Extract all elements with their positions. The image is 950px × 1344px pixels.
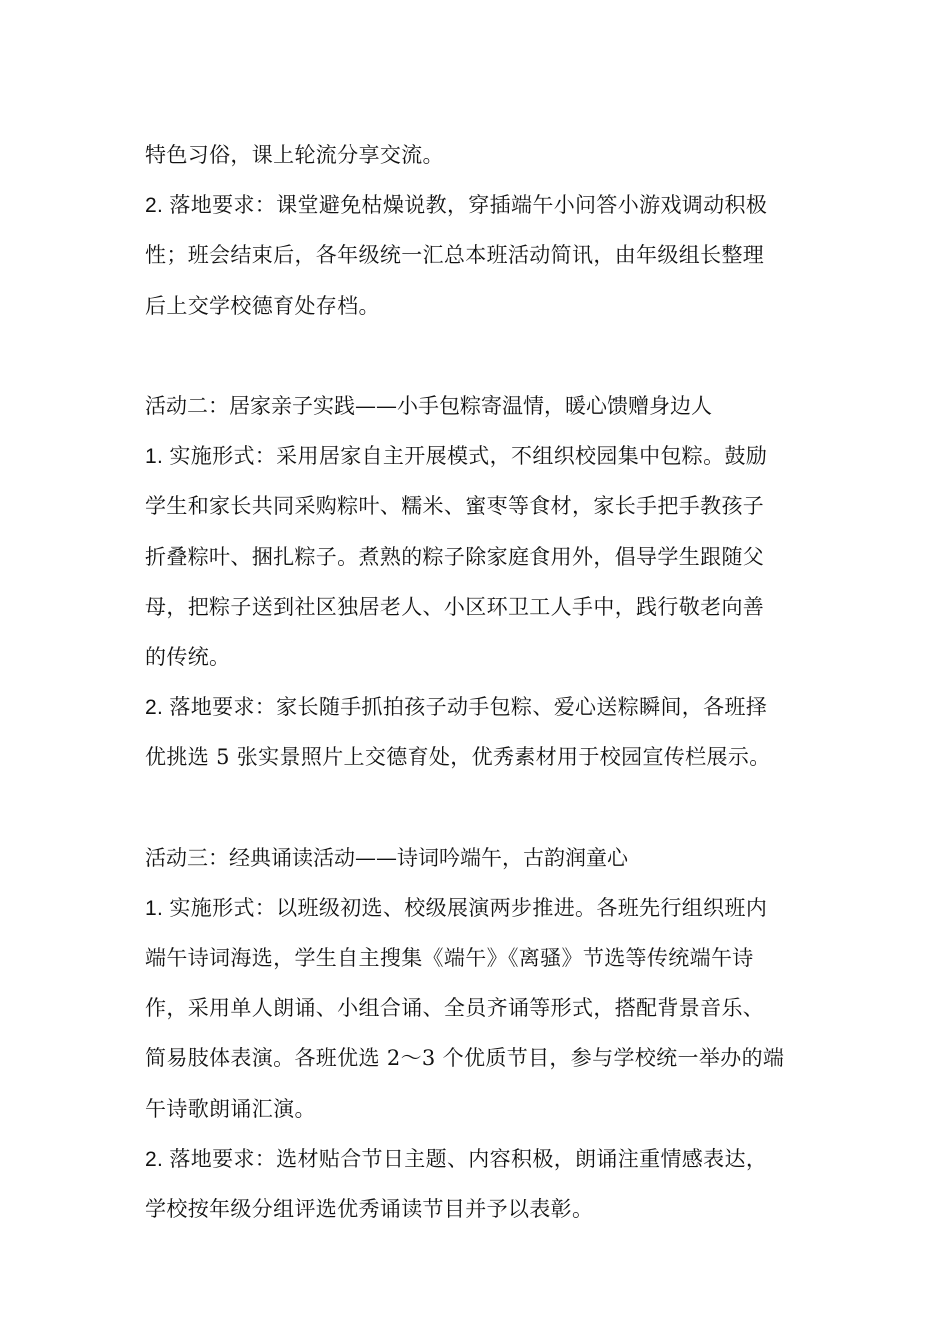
activity-3-heading: 活动三：经典诵读活动——诗词吟端午，古韵润童心 bbox=[145, 845, 628, 870]
requirements-paragraph-line bbox=[145, 180, 810, 230]
paragraph-line: 母，把粽子送到社区独居老人、小区环卫工人手中，践行敬老向善 bbox=[145, 594, 765, 619]
paragraph-line: 端午诗词海选，学生自主搜集《端午》《离骚》节选等传统端午诗 bbox=[145, 946, 754, 970]
paragraph-text: 实施形式：以班级初选、校级展演两步推进。各班先行组织班内 bbox=[169, 895, 768, 920]
paragraph-text: 实施形式：采用居家自主开展模式，不组织校园集中包粽。鼓励 bbox=[169, 444, 768, 469]
list-number: 2. bbox=[145, 1147, 170, 1171]
paragraph-line: 学校按年级分组评选优秀诵读节目并予以表彰。 bbox=[145, 1196, 594, 1221]
paragraph-text: 落地要求：家长随手抓拍孩子动手包粽、爱心送粽瞬间，各班择 bbox=[169, 695, 768, 720]
activity-2-heading: 活动二：居家亲子实践——小手包粽寄温情，暖心馈赠身边人 bbox=[145, 393, 712, 418]
list-number: 1. bbox=[145, 896, 170, 920]
paragraph-line: 作，采用单人朗诵、小组合诵、全员齐诵等形式，搭配背景音乐、 bbox=[145, 996, 765, 1021]
paragraph-text: 落地要求：选材贴合节日主题、内容积极，朗诵注重情感表达， bbox=[169, 1146, 768, 1171]
implementation-paragraph-line bbox=[145, 883, 810, 933]
paragraph-line: 后上交学校德育处存档。 bbox=[145, 293, 380, 318]
paragraph-line: 优挑选 5 张实景照片上交德育处，优秀素材用于校园宣传栏展示。 bbox=[145, 745, 771, 770]
requirements-paragraph-line bbox=[145, 1134, 810, 1184]
list-number: 2. bbox=[145, 696, 170, 720]
paragraph-line: 的传统。 bbox=[145, 644, 231, 669]
paragraph-line: 折叠粽叶、捆扎粽子。煮熟的粽子除家庭食用外，倡导学生跟随父 bbox=[145, 544, 765, 569]
implementation-paragraph-line bbox=[145, 431, 810, 481]
paragraph-gap bbox=[145, 331, 810, 381]
list-number: 2. bbox=[145, 194, 170, 218]
list-number: 1. bbox=[145, 445, 170, 469]
requirements-paragraph-line bbox=[145, 682, 810, 732]
paragraph-text: 落地要求：课堂避免枯燥说教，穿插端午小问答小游戏调动积极 bbox=[169, 193, 768, 218]
paragraph-line: 性；班会结束后，各年级统一汇总本班活动简讯，由年级组长整理 bbox=[145, 243, 765, 268]
paragraph-gap bbox=[145, 782, 810, 832]
paragraph-line: 特色习俗，课上轮流分享交流。 bbox=[145, 143, 444, 167]
paragraph-line: 午诗歌朗诵汇演。 bbox=[145, 1096, 316, 1121]
paragraph-line: 学生和家长共同采购粽叶、糯米、蜜枣等食材，家长手把手教孩子 bbox=[145, 494, 765, 519]
document-body bbox=[145, 130, 810, 1234]
paragraph-line: 简易肢体表演。各班优选 2～3 个优质节目，参与学校统一举办的端 bbox=[145, 1046, 785, 1071]
